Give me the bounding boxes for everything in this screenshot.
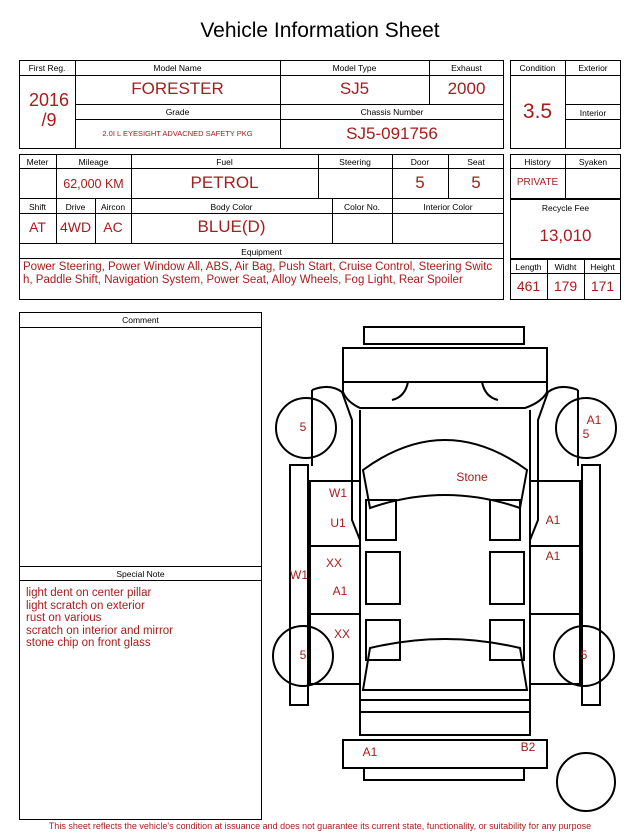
right-front-window bbox=[490, 552, 524, 604]
condition-label: Condition bbox=[519, 63, 556, 73]
length-value: 461 bbox=[516, 278, 541, 294]
exhaust-label: Exhaust bbox=[451, 63, 482, 73]
mark-wheel-front-right: 5 bbox=[582, 427, 590, 441]
grade-value: 2.0I L EYESIGHT ADVACNED SAFETY PKG bbox=[102, 129, 253, 138]
hood-outline bbox=[343, 382, 547, 408]
mileage-value: 62,000 KM bbox=[63, 177, 124, 191]
mark-left-rear-door: XX bbox=[333, 627, 351, 641]
mark-right-front-door: A1 bbox=[545, 549, 561, 563]
drive-label: Drive bbox=[65, 202, 86, 212]
comment-label: Comment bbox=[122, 315, 159, 325]
model-name-value: FORESTER bbox=[131, 79, 224, 98]
recycle-fee-value: 13,010 bbox=[539, 226, 592, 245]
left-sill bbox=[290, 465, 308, 705]
length-label: Length bbox=[515, 262, 542, 272]
model-type-label: Model Type bbox=[332, 63, 377, 73]
history-label: History bbox=[524, 157, 551, 167]
width-value: 179 bbox=[553, 278, 578, 294]
rear-window bbox=[363, 639, 527, 690]
special-note-item: rust on various bbox=[26, 612, 102, 624]
mark-left-front-fender-2: U1 bbox=[330, 516, 346, 530]
shift-label: Shift bbox=[28, 202, 46, 212]
seat-label: Seat bbox=[467, 157, 485, 167]
spare-tire bbox=[557, 753, 615, 811]
mark-left-front-door-1: XX bbox=[325, 556, 343, 570]
mark-left-front-door-2: A1 bbox=[332, 584, 348, 598]
mark-right-front-fender: A1 bbox=[545, 513, 561, 527]
mark-wheel-rear-right: 5 bbox=[580, 648, 588, 662]
mark-wheel-rear-left: 5 bbox=[299, 648, 307, 662]
hood-lines bbox=[392, 382, 498, 400]
model-name-label: Model Name bbox=[153, 63, 202, 73]
mark-left-sill: W1 bbox=[290, 568, 308, 582]
exterior-label: Exterior bbox=[578, 63, 608, 73]
mark-windshield: Stone bbox=[456, 470, 488, 484]
body-sides bbox=[360, 410, 530, 700]
special-note-item: light scratch on exterior bbox=[26, 599, 145, 612]
special-note-item: light dent on center pillar bbox=[26, 587, 152, 599]
equipment-list: Power Steering, Power Window All, ABS, Air Bag, Push Start, Cruise Control, Steering Switch, Paddle Shift, Navigation System, Power Seat, Alloy Wheels, Fog Light, Rear Spoiler bbox=[23, 261, 493, 286]
right-sill bbox=[582, 465, 600, 705]
color-no-label: Color No. bbox=[344, 202, 380, 212]
aircon-label: Aircon bbox=[100, 202, 126, 212]
trunk-base bbox=[360, 712, 530, 735]
recycle-fee-label: Recycle Fee bbox=[541, 203, 590, 213]
disclaimer-footer: This sheet reflects the vehicle's condition at issuance and does not guarantee its current state, functionality, or suitability for any purpose bbox=[48, 821, 592, 831]
right-rear-window bbox=[490, 620, 524, 660]
left-rear-window bbox=[366, 620, 400, 660]
special-note-item: scratch on interior and mirror bbox=[26, 624, 173, 637]
front-bumper bbox=[343, 348, 547, 382]
chassis-label: Chassis Number bbox=[360, 107, 424, 117]
mark-wheel-front-left: 5 bbox=[299, 420, 307, 434]
special-note-label: Special Note bbox=[116, 569, 165, 579]
windshield bbox=[363, 440, 527, 508]
mark-rear-bumper-left: A1 bbox=[362, 745, 378, 759]
door-label: Door bbox=[410, 157, 430, 167]
width-label: Widht bbox=[554, 262, 577, 272]
meter-label: Meter bbox=[26, 157, 49, 167]
body-color-label: Body Color bbox=[210, 202, 253, 212]
trunk-lid bbox=[360, 700, 530, 712]
grade-label: Grade bbox=[165, 107, 190, 117]
special-note-item: stone chip on front glass bbox=[26, 637, 151, 649]
first-reg-value: 2016 /9 bbox=[28, 90, 70, 130]
rear-bumper-lower bbox=[364, 768, 524, 780]
shift-value: AT bbox=[29, 219, 46, 235]
door-value: 5 bbox=[415, 173, 425, 192]
mark-left-front-fender-1: W1 bbox=[329, 486, 347, 500]
seat-value: 5 bbox=[471, 173, 481, 192]
history-value: PRIVATE bbox=[516, 177, 559, 188]
left-rear-door bbox=[310, 614, 360, 684]
drive-value: 4WD bbox=[59, 219, 92, 235]
interior-color-label: Interior Color bbox=[423, 202, 473, 212]
syaken-label: Syaken bbox=[578, 157, 608, 167]
first-reg-label: First Reg. bbox=[28, 63, 66, 73]
mark-rear-bumper-right: B2 bbox=[520, 740, 536, 754]
height-value: 171 bbox=[590, 278, 615, 294]
model-type-value: SJ5 bbox=[339, 79, 370, 98]
mileage-label: Mileage bbox=[78, 157, 109, 167]
front-bumper-top bbox=[364, 327, 524, 344]
left-front-window bbox=[366, 552, 400, 604]
mark-wheel-front-right-code: A1 bbox=[586, 413, 602, 427]
fuel-value: PETROL bbox=[190, 173, 259, 192]
equipment-label: Equipment bbox=[241, 247, 282, 257]
interior-label: Interior bbox=[579, 108, 607, 118]
height-label: Height bbox=[590, 262, 615, 272]
steering-label: Steering bbox=[339, 157, 371, 167]
body-color-value: BLUE(D) bbox=[197, 217, 266, 236]
exhaust-value: 2000 bbox=[447, 79, 486, 98]
sheet-title: Vehicle Information Sheet bbox=[200, 19, 440, 42]
aircon-value: AC bbox=[103, 219, 123, 235]
fuel-label: Fuel bbox=[216, 157, 233, 167]
chassis-value: SJ5-091756 bbox=[346, 124, 438, 143]
condition-grade: 3.5 bbox=[522, 100, 553, 123]
